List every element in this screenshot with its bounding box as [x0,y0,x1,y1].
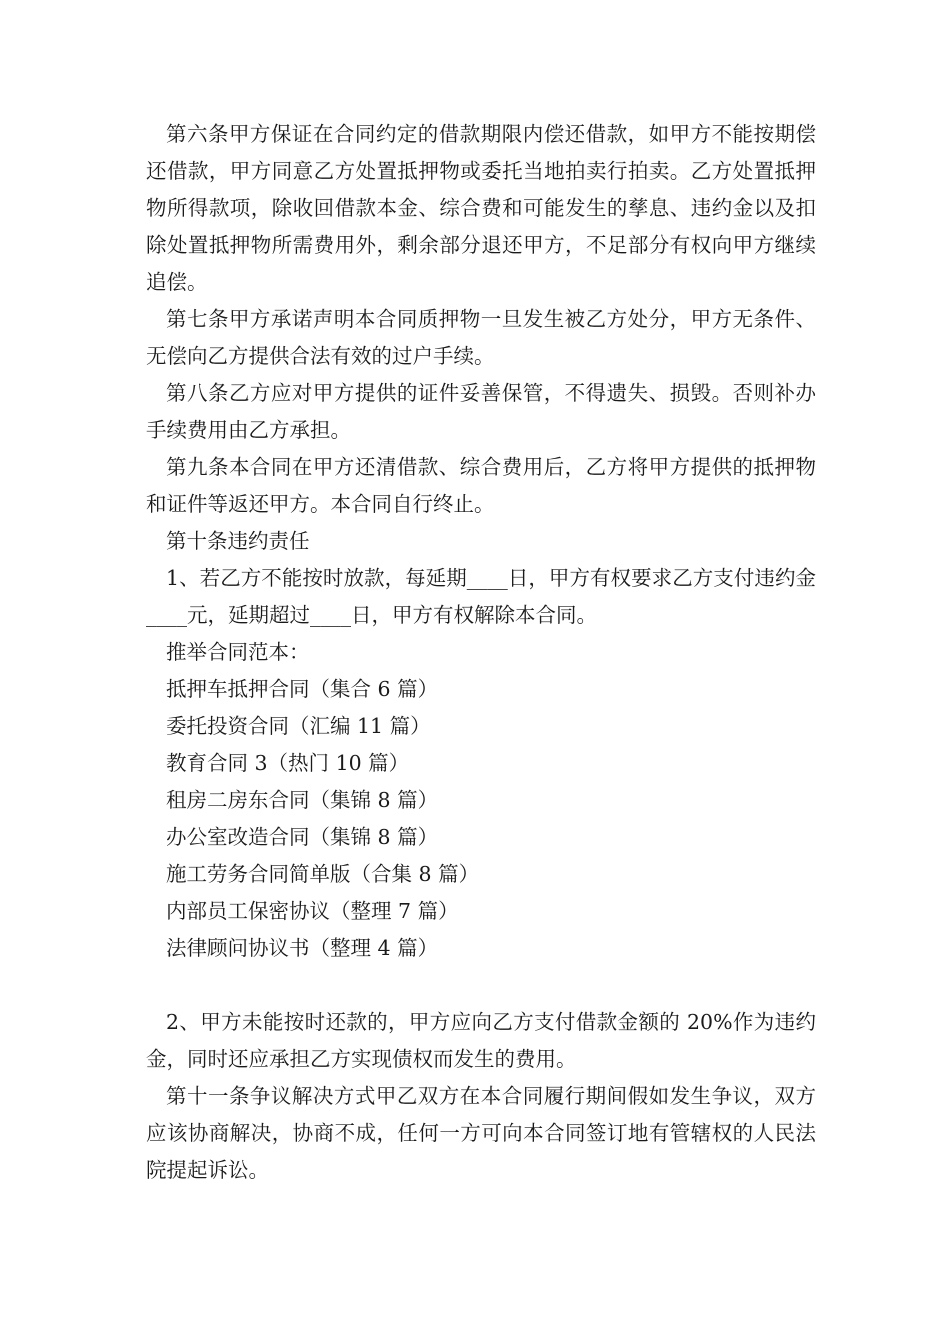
recommend-list [146,671,816,967]
article-9: 第九条本合同在甲方还清借款、综合费用后，乙方将甲方提供的抵押物和证件等返还甲方。本合同自行终止。 [146,455,816,516]
recommend-item[interactable]: 内部员工保密协议（整理 7 篇） [166,899,459,923]
recommend-item[interactable]: 教育合同 3（热门 10 篇） [166,751,410,775]
article-10-clause-2: 2、甲方未能按时还款的，甲方应向乙方支付借款金额的 20%作为违约金，同时还应承担乙方实现债权而发生的费用。 [146,1010,816,1071]
recommend-item[interactable]: 办公室改造合同（集锦 8 篇） [166,825,439,849]
article-10-clause-1: 1、若乙方不能按时放款，每延期____日，甲方有权要求乙方支付违约金____元，延期超过____日，甲方有权解除本合同。 [146,566,816,627]
article-10-title: 第十条违约责任 [166,529,310,553]
recommend-item[interactable]: 租房二房东合同（集锦 8 篇） [166,788,439,812]
recommend-item[interactable]: 委托投资合同（汇编 11 篇） [166,714,431,738]
document-page [146,116,816,1189]
article-6: 第六条甲方保证在合同约定的借款期限内偿还借款，如甲方不能按期偿还借款，甲方同意乙方处置抵押物或委托当地拍卖行拍卖。乙方处置抵押物所得款项，除收回借款本金、综合费和可能发生的孳息、违约金以及扣除处置抵押物所需费用外，剩余部分退还甲方，不足部分有权向甲方继续追偿。 [146,122,816,294]
recommend-item[interactable]: 抵押车抵押合同（集合 6 篇） [166,677,439,701]
article-7: 第七条甲方承诺声明本合同质押物一旦发生被乙方处分，甲方无条件、无偿向乙方提供合法有效的过户手续。 [146,307,816,368]
recommend-item[interactable]: 法律顾问协议书（整理 4 篇） [166,936,439,960]
spacer [146,967,816,1004]
article-11: 第十一条争议解决方式甲乙双方在本合同履行期间假如发生争议，双方应该协商解决，协商不成，任何一方可向本合同签订地有管辖权的人民法院提起诉讼。 [146,1084,816,1182]
recommend-title: 推举合同范本： [166,640,310,664]
article-8: 第八条乙方应对甲方提供的证件妥善保管，不得遗失、损毁。否则补办手续费用由乙方承担。 [146,381,816,442]
recommend-item[interactable]: 施工劳务合同简单版（合集 8 篇） [166,862,480,886]
